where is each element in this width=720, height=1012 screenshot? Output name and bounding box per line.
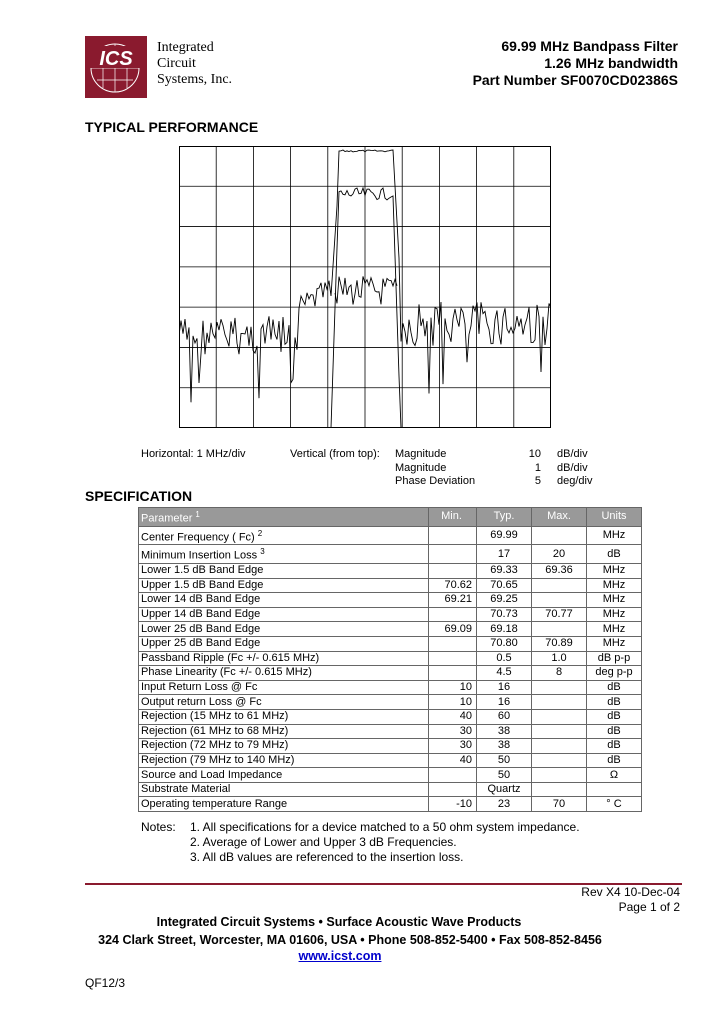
typ-cell: 50 (477, 768, 532, 783)
typ-cell: 16 (477, 680, 532, 695)
parameter-label: Lower 1.5 dB Band Edge (141, 564, 264, 577)
table-row (139, 593, 642, 608)
parameter-cell (139, 607, 429, 622)
trace-value: 10 (528, 448, 541, 460)
units-cell: MHz (587, 593, 642, 608)
max-cell: 69.36 (532, 563, 587, 578)
min-cell (429, 782, 477, 797)
title-line: 69.99 MHz Bandpass Filter (501, 38, 678, 54)
performance-plot-svg (179, 146, 551, 428)
max-cell (532, 593, 587, 608)
min-cell: 40 (429, 709, 477, 724)
performance-plot (179, 146, 551, 428)
parameter-cell (139, 724, 429, 739)
typ-cell: 70.80 (477, 636, 532, 651)
max-cell: 20 (532, 545, 587, 564)
max-cell: 8 (532, 666, 587, 681)
units-cell: ° C (587, 797, 642, 812)
min-cell (429, 563, 477, 578)
units-cell: dB (587, 680, 642, 695)
typ-cell: 50 (477, 753, 532, 768)
max-cell: 1.0 (532, 651, 587, 666)
company-name-line: Circuit (157, 56, 196, 71)
units-cell: MHz (587, 578, 642, 593)
table-header-row (139, 508, 642, 527)
parameter-label: Upper 1.5 dB Band Edge (141, 578, 264, 591)
header-parameter (139, 508, 429, 527)
table-row (139, 563, 642, 578)
header-units: Units (587, 508, 642, 527)
units-cell: MHz (587, 563, 642, 578)
parameter-label: Rejection (79 MHz to 140 MHz) (141, 753, 295, 766)
ics-logo-icon (85, 36, 147, 98)
table-row (139, 666, 642, 681)
units-cell: dB p-p (587, 651, 642, 666)
min-cell (429, 526, 477, 545)
parameter-label: Rejection (61 MHz to 68 MHz) (141, 724, 289, 737)
min-cell: 30 (429, 724, 477, 739)
parameter-cell (139, 753, 429, 768)
parameter-label: Upper 14 dB Band Edge (141, 608, 261, 621)
notes-label: Notes: (141, 820, 176, 834)
parameter-cell (139, 695, 429, 710)
min-cell (429, 666, 477, 681)
svg-text:ICS: ICS (99, 48, 133, 70)
units-cell: Ω (587, 768, 642, 783)
plot-trace-magnitude-1db (331, 188, 401, 428)
parameter-cell (139, 526, 429, 545)
table-row (139, 680, 642, 695)
parameter-cell (139, 680, 429, 695)
title-line: 1.26 MHz bandwidth (544, 55, 678, 71)
max-cell: 70.89 (532, 636, 587, 651)
parameter-cell (139, 545, 429, 564)
plot-trace-phase-deviation (335, 276, 397, 304)
notes-list (190, 820, 580, 865)
header-max: Max. (532, 508, 587, 527)
horizontal-scale: Horizontal: 1 MHz/div (141, 448, 246, 460)
units-cell: MHz (587, 636, 642, 651)
parameter-label: Phase Linearity (Fc +/- 0.615 MHz) (141, 666, 312, 679)
document-title (473, 38, 678, 89)
min-cell: 30 (429, 739, 477, 754)
trace-row (395, 462, 595, 476)
table-row (139, 607, 642, 622)
trace-value: 1 (534, 461, 541, 474)
title-line: Part Number SF0070CD02386S (472, 72, 678, 88)
table-row (139, 651, 642, 666)
company-name (157, 40, 232, 88)
max-cell (532, 739, 587, 754)
parameter-cell (139, 797, 429, 812)
units-cell: MHz (587, 526, 642, 545)
trace-row (395, 475, 595, 489)
table-row (139, 753, 642, 768)
min-cell (429, 768, 477, 783)
max-cell (532, 578, 587, 593)
table-row (139, 709, 642, 724)
company-name-line: Integrated (157, 40, 214, 55)
typ-cell: 60 (477, 709, 532, 724)
parameter-cell (139, 651, 429, 666)
table-row (139, 622, 642, 637)
parameter-label: Substrate Material (141, 783, 231, 796)
units-cell: dB (587, 545, 642, 564)
max-cell: 70.77 (532, 607, 587, 622)
typ-cell: 38 (477, 724, 532, 739)
note-item: 2. Average of Lower and Upper 3 dB Frequencies. (190, 835, 457, 849)
min-cell: 69.09 (429, 622, 477, 637)
parameter-label: Upper 25 dB Band Edge (141, 637, 261, 650)
min-cell: 10 (429, 695, 477, 710)
max-cell (532, 724, 587, 739)
typ-cell: 69.25 (477, 593, 532, 608)
max-cell (532, 526, 587, 545)
specification-table (138, 507, 642, 812)
trace-unit: deg/div (557, 475, 593, 487)
min-cell: 70.62 (429, 578, 477, 593)
max-cell (532, 680, 587, 695)
table-row (139, 526, 642, 545)
table-row (139, 739, 642, 754)
parameter-cell (139, 782, 429, 797)
table-row (139, 636, 642, 651)
parameter-cell (139, 666, 429, 681)
parameter-cell (139, 593, 429, 608)
max-cell (532, 768, 587, 783)
footer-address-line: 324 Clark Street, Worcester, MA 01606, USA • Phone 508-852-5400 • Fax 508-852-8456 (98, 933, 602, 947)
typ-cell: 69.33 (477, 563, 532, 578)
form-code: QF12/3 (85, 976, 126, 990)
min-cell (429, 545, 477, 564)
parameter-label: Center Frequency ( Fc) (141, 531, 255, 544)
max-cell (532, 622, 587, 637)
typ-cell: 38 (477, 739, 532, 754)
parameter-cell (139, 768, 429, 783)
typ-cell: 23 (477, 797, 532, 812)
parameter-label: Rejection (72 MHz to 79 MHz) (141, 739, 289, 752)
parameter-label: Operating temperature Range (141, 797, 288, 810)
table-row (139, 768, 642, 783)
table-row (139, 695, 642, 710)
max-cell (532, 709, 587, 724)
specification-title: SPECIFICATION (85, 488, 193, 504)
company-name-line: Systems, Inc. (157, 72, 233, 87)
max-cell (532, 753, 587, 768)
company-logo (85, 36, 147, 98)
parameter-label: Output return Loss @ Fc (141, 695, 262, 708)
trace-row (395, 448, 595, 462)
website-link[interactable]: www.icst.com (298, 949, 382, 963)
typ-cell: 70.73 (477, 607, 532, 622)
typ-cell: 70.65 (477, 578, 532, 593)
parameter-cell (139, 636, 429, 651)
parameter-label: Lower 14 dB Band Edge (141, 593, 261, 606)
table-row (139, 782, 642, 797)
min-cell: 40 (429, 753, 477, 768)
typ-cell: 16 (477, 695, 532, 710)
typical-performance-title: TYPICAL PERFORMANCE (85, 119, 259, 135)
specification-table-wrap (138, 507, 642, 812)
trace-name: Phase Deviation (395, 475, 476, 487)
revision-info (581, 885, 680, 915)
typ-cell: 4.5 (477, 666, 532, 681)
footer-company-line: Integrated Circuit Systems • Surface Acoustic Wave Products (156, 915, 522, 929)
parameter-cell (139, 622, 429, 637)
min-cell: 10 (429, 680, 477, 695)
units-cell: dB (587, 739, 642, 754)
parameter-label: Source and Load Impedance (141, 768, 283, 781)
trace-value: 5 (534, 475, 541, 487)
typ-cell: 69.18 (477, 622, 532, 637)
footer-website (85, 949, 595, 963)
table-row (139, 724, 642, 739)
max-cell (532, 782, 587, 797)
typ-cell: 0.5 (477, 651, 532, 666)
max-cell (532, 695, 587, 710)
footnote-marker: 1 (195, 510, 200, 519)
units-cell: dB (587, 753, 642, 768)
units-cell: dB (587, 709, 642, 724)
trace-unit: dB/div (557, 448, 588, 460)
typ-cell: 17 (477, 545, 532, 564)
typ-cell: Quartz (477, 782, 532, 797)
max-cell: 70 (532, 797, 587, 812)
parameter-cell (139, 578, 429, 593)
units-cell: MHz (587, 607, 642, 622)
trace-name: Magnitude (395, 461, 447, 474)
revision-number: Rev X4 10-Dec-04 (581, 885, 680, 899)
units-cell: dB (587, 724, 642, 739)
min-cell: -10 (429, 797, 477, 812)
table-row (139, 545, 642, 564)
parameter-cell (139, 563, 429, 578)
table-row (139, 797, 642, 812)
vertical-scale-label: Vertical (from top): (290, 448, 380, 460)
parameter-label: Lower 25 dB Band Edge (141, 622, 261, 635)
table-row (139, 578, 642, 593)
footnote-marker: 2 (257, 528, 263, 538)
parameter-cell (139, 709, 429, 724)
note-item: 1. All specifications for a device matched to a 50 ohm system impedance. (190, 820, 580, 834)
page-number: Page 1 of 2 (618, 900, 680, 914)
note-item: 3. All dB values are referenced to the insertion loss. (190, 850, 464, 864)
header-parameter-label: Parameter (141, 512, 193, 525)
typ-cell: 69.99 (477, 526, 532, 545)
trace-legend (395, 448, 595, 489)
header-typ: Typ. (477, 508, 532, 527)
units-cell: dB (587, 695, 642, 710)
parameter-label: Rejection (15 MHz to 61 MHz) (141, 710, 289, 723)
trace-unit: dB/div (557, 461, 588, 474)
min-cell: 69.21 (429, 593, 477, 608)
min-cell (429, 636, 477, 651)
parameter-cell (139, 739, 429, 754)
units-cell: deg p-p (587, 666, 642, 681)
units-cell (587, 782, 642, 797)
parameter-label: Minimum Insertion Loss (141, 549, 258, 562)
header-min: Min. (429, 508, 477, 527)
trace-name: Magnitude (395, 448, 447, 460)
footnote-marker: 3 (260, 547, 265, 557)
min-cell (429, 651, 477, 666)
parameter-label: Passband Ripple (Fc +/- 0.615 MHz) (141, 651, 320, 664)
units-cell: MHz (587, 622, 642, 637)
min-cell (429, 607, 477, 622)
parameter-label: Input Return Loss @ Fc (141, 681, 258, 694)
